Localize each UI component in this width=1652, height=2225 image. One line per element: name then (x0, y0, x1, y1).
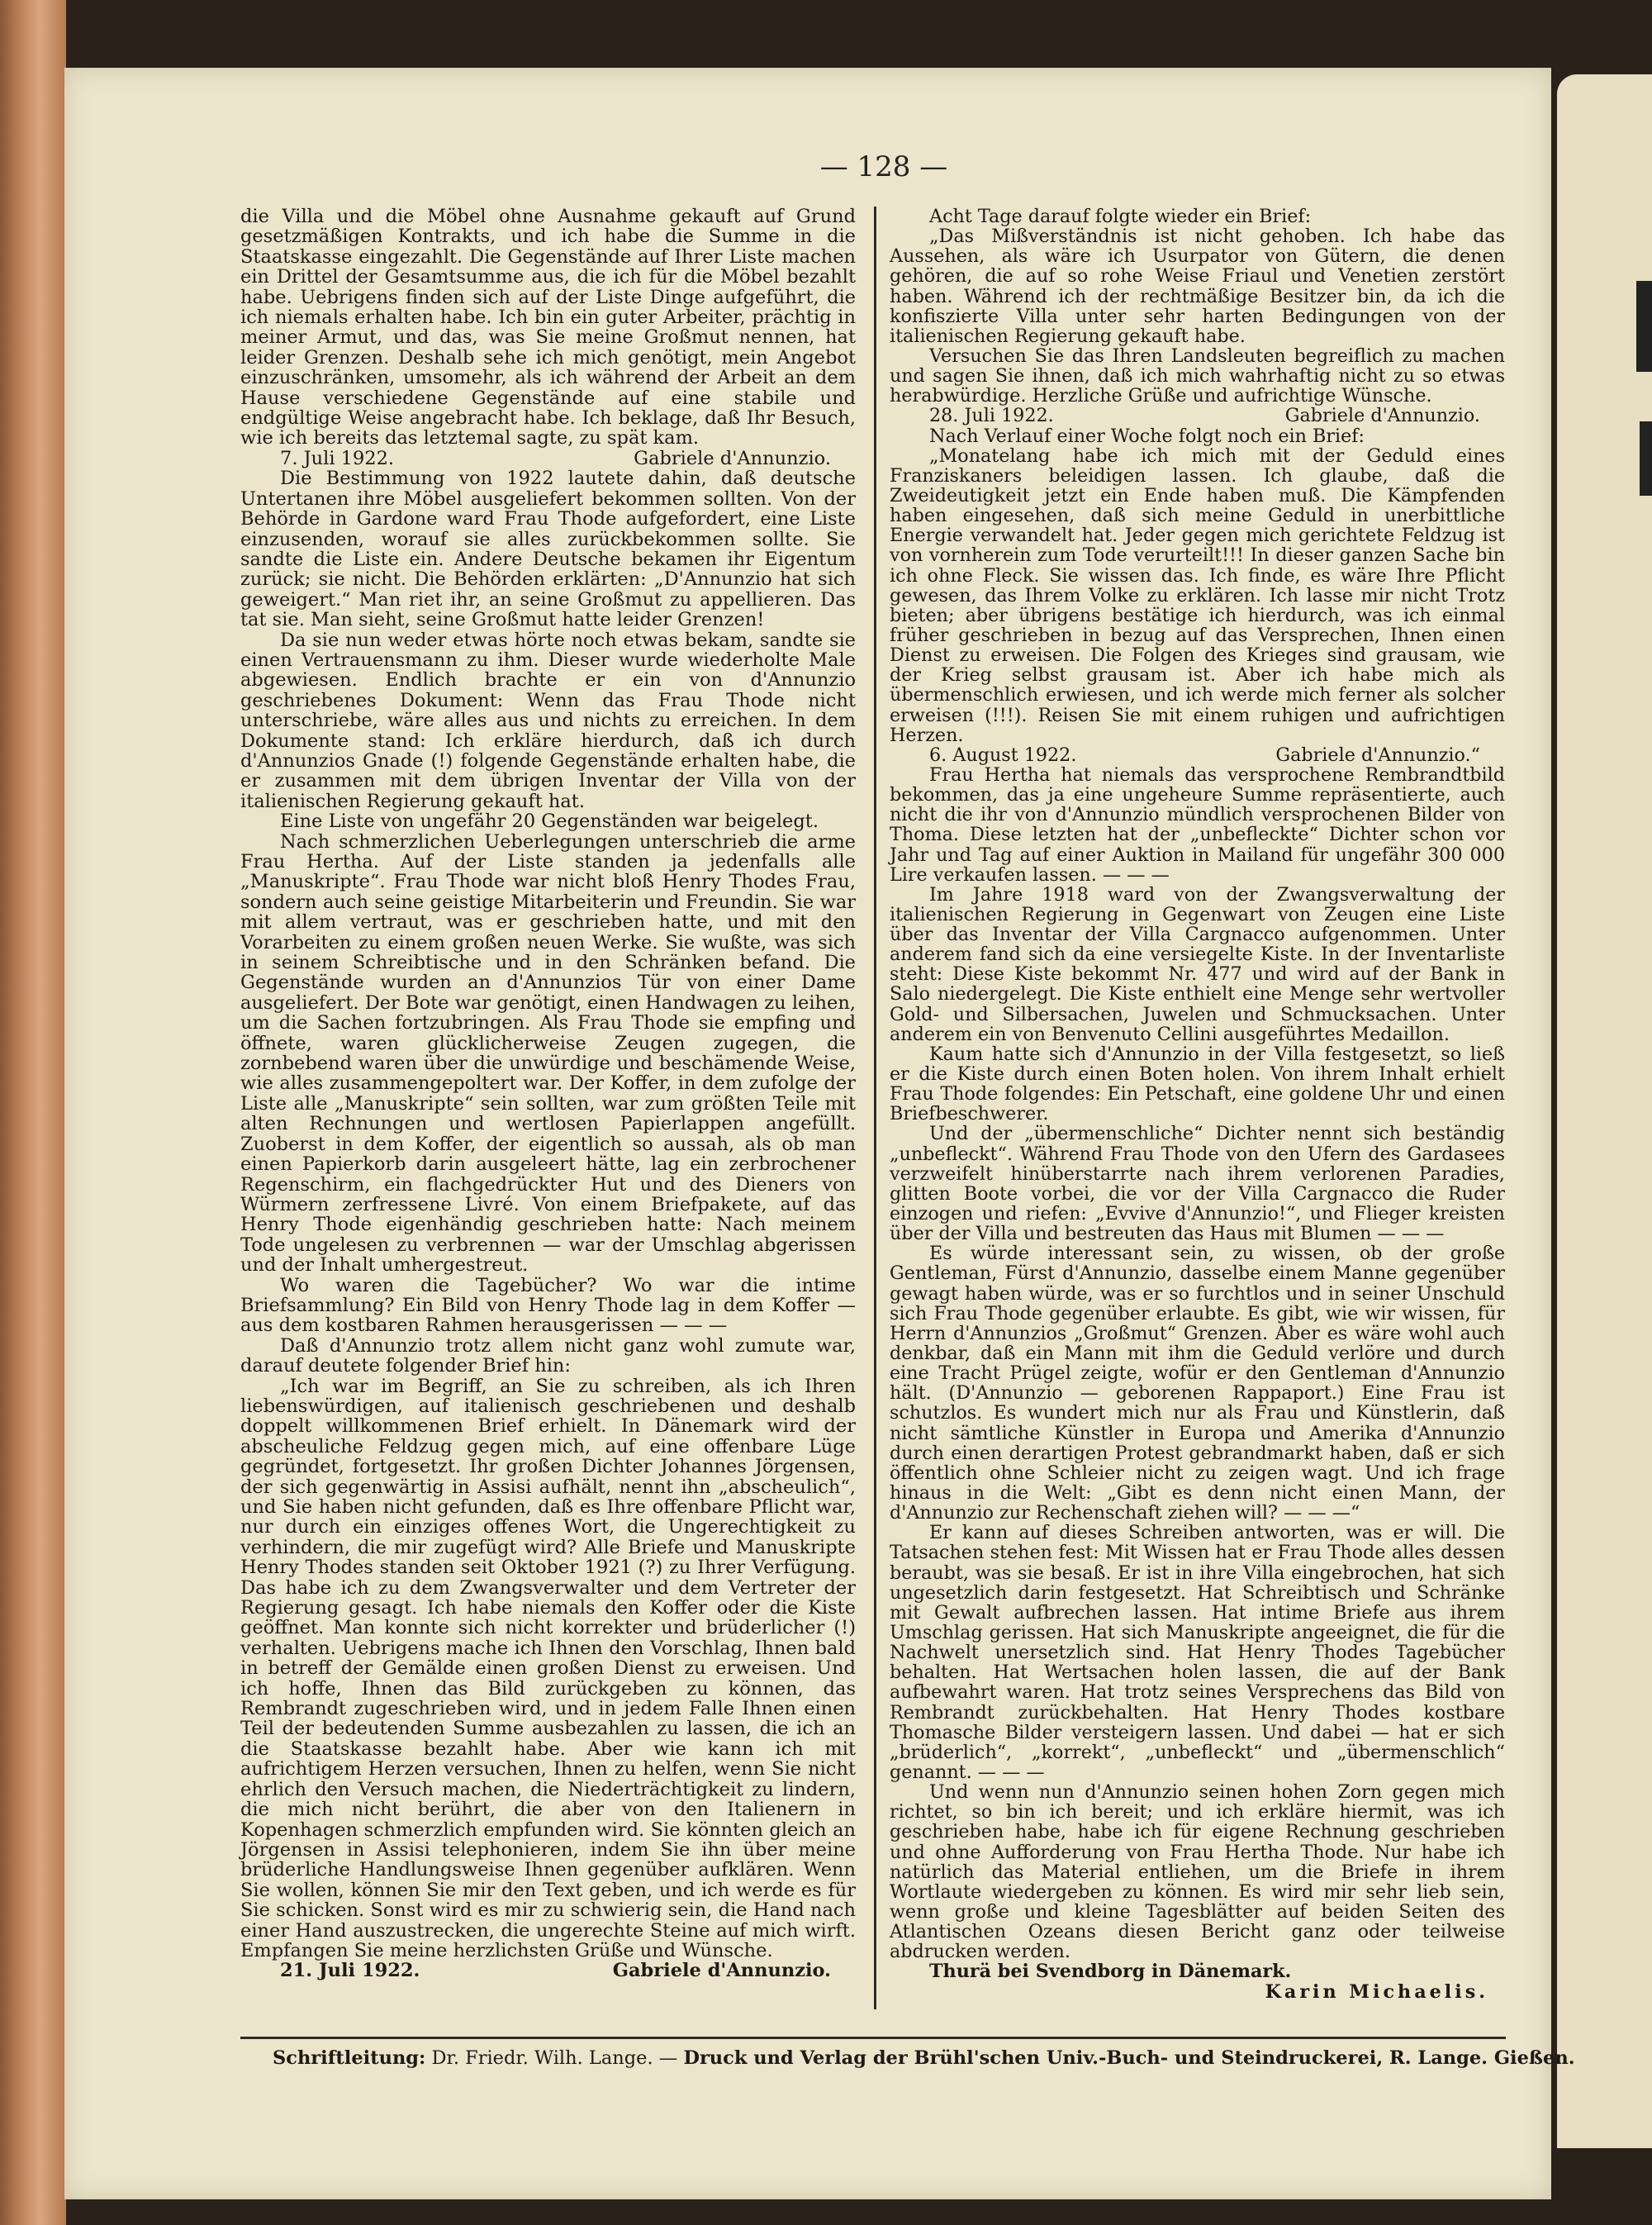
footer-printer: Druck und Verlag der Brühl'schen Univ.-Buch- und Steindruckerei, R. Lange. Gießen. (683, 2047, 1575, 2069)
page-number: — 128 — (819, 150, 948, 183)
letter-date: 7. Juli 1922. (280, 447, 395, 469)
paragraph: Daß d'Annunzio trotz allem nicht ganz wohl zumute war, darauf deutete folgender Brief hin: (240, 1334, 856, 1377)
paragraph: Wo waren die Tagebücher? Wo war die intime Briefsammlung? Ein Bild von Henry Thode lag in dem Koffer — aus dem kostbaren Rahmen herausgerissen — — — (240, 1274, 856, 1337)
left-column (240, 207, 856, 1981)
letter-signer: Gabriele d'Annunzio. (1284, 405, 1480, 427)
letter-signer: Gabriele d'Annunzio.“ (1275, 744, 1480, 766)
paragraph: Kaum hatte sich d'Annunzio in der Villa festgesetzt, so ließ er die Kiste durch einen Boten holen. Von ihrem Inhalt erhielt Frau Thode folgendes: Ein Petschaft, eine goldene Uhr und einen Briefbeschwerer. (890, 1043, 1505, 1125)
paragraph: Nach schmerzlichen Ueberlegungen unterschrieb die arme Frau Hertha. Auf der Liste standen ja jedenfalls alle „Manuskripte“. Frau Thode war nicht bloß Henry Thodes Frau, sondern auch seine geistige Mitarbeiterin und Freundin. Sie war mit allem vertraut, was er geschrieben hatte, und mit den Vorarbeiten zu einem großen neuen Werke. Sie wußte, was sich in seinem Schreibtische und in den Schränken befand. Die Gegenstände wurden an d'Annunzios Tür von einer Dame ausgeliefert. Der Bote war genötigt, einen Handwagen zu leihen, um die Sachen fortzubringen. Als Frau Thode sie empfing und öffnete, waren glücklicherweise Zeugen zugegen, die zornbebend waren über die unwürdige und beschämende Weise, wie alles zusammengepoltert war. Der Koffer, in dem zufolge der Liste alle „Manuskripte“ sein sollten, war zum größten Teile mit alten Rechnungen und wertlosen Papierlappen angefüllt. Zuoberst in dem Koffer, der eigentlich so aussah, als ob man einen Papierkorb darin ausgeleert hätte, lag ein zerbrochener Regenschirm, ein flachgedrückter Hut und des Dieners von Würmern zerfressene Livré. Von einem Briefpakete, auf das Henry Thode eigenhändig geschrieben hatte: Nach meinem Tode ungelesen zu verbrennen — war der Umschlag abgerissen und der Inhalt umhergestreut. (240, 830, 856, 1277)
footer-editor: Dr. Friedr. Wilh. Lange. — (425, 2047, 684, 2069)
column-divider (874, 207, 876, 2009)
paragraph: Nach Verlauf einer Woche folgt noch ein Brief: (929, 425, 1365, 447)
footer-imprint (273, 2047, 1575, 2069)
paragraph: Frau Hertha hat niemals das versprochene Rembrandtbild bekommen, das ja eine ungeheure Summe repräsentierte, auch nicht die ihr von d'Annunzio mündlich versprochenen Bilder von Thoma. Diese letzten hat der „unbefleckte“ Dichter schon vor Jahr und Tag auf einer Auktion in Mailand für ungefähr 300 000 Lire verkaufen lassen. — — — (890, 763, 1505, 886)
letter-signature (240, 449, 856, 468)
letter-date: 28. Juli 1922. (929, 405, 1054, 427)
paragraph: Es würde interessant sein, zu wissen, ob der große Gentleman, Fürst d'Annunzio, dasselbe einem Manne gegenüber gewagt haben würde, was er so furchtlos und in seiner Unschuld sich Frau Thode gegenüber erlaubte. Es gibt, wie wir wissen, für Herrn d'Annunzios „Großmut“ Grenzen. Aber es wäre wohl auch denkbar, daß ein Mann mit ihm die Geduld verlöre und durch eine Tracht Prügel zeigte, wofür er den Gentleman d'Annunzio hält. (D'Annunzio — geborenen Rappaport.) Eine Frau ist schutzlos. Es wundert mich nur als Frau und Künstlerin, daß nicht sämtliche Künstler in Europa und Amerika d'Annunzio durch einen derartigen Protest gebrandmarkt haben, daß er sich öffentlich ohne Schleier nicht zu zeigen wagt. Und ich frage hinaus in die Welt: „Gibt es denn nicht einen Mann, der d'Annunzio zur Rechenschaft ziehen will? — — —“ (890, 1243, 1505, 1524)
article-author: Karin Michaelis. (1265, 1980, 1488, 2003)
paragraph: Die Bestimmung von 1922 lautete dahin, daß deutsche Untertanen ihre Möbel ausgeliefert bekommen sollten. Von der Behörde in Gardone ward Frau Thode aufgefordert, eine Liste einzusenden, worauf sie alles zurückbekommen sollte. Sie sandte die Liste ein. Andere Deutsche bekamen ihr Eigentum zurück; sie nicht. Die Behörden erklärten: „D'Annunzio hat sich geweigert.“ Man riet ihr, an seine Großmut zu appellieren. Das tat sie. Man sieht, seine Großmut hatte leider Grenzen! (240, 468, 856, 631)
letter-signer: Gabriele d'Annunzio. (612, 1960, 831, 1982)
letter-signature (890, 745, 1505, 765)
adjacent-page-edge (1557, 74, 1652, 2148)
letter-signature (240, 1961, 856, 1980)
paragraph: „Ich war im Begriff, an Sie zu schreiben, als ich Ihren liebenswürdigen, auf italienisch geschriebenen und deshalb doppelt willkommenen Brief erhielt. In Dänemark wird der abscheuliche Feldzug gegen mich, auf eine offenbare Lüge gegründet, fortgesetzt. Ihr großen Dichter Johannes Jörgensen, der sich gegenwärtig in Assisi aufhält, nennt ihn „abscheulich“, und Sie haben nicht gefunden, daß es Ihre offenbare Pflicht war, nur durch ein einziges offenes Wort, die Ungerechtigkeit zu verhindern, die mir zugefügt wird? Alle Briefe und Manuskripte Henry Thodes standen seit Oktober 1921 (?) zu Ihrer Verfügung. Das habe ich zu dem Zwangsverwalter und dem Vertreter der Regierung gesagt. Ich habe niemals den Koffer oder die Kiste geöffnet. Man konnte sich nicht korrekter und brüderlicher (!) verhalten. Uebrigens mache ich Ihnen den Vorschlag, Ihnen bald in betreff der Gemälde einen großen Dienst zu erweisen. Und ich hoffe, Ihnen das Bild zurückgeben zu können, das Rembrandt zugeschrieben wird, und in jedem Falle Ihnen einen Teil der bedeutenden Summe ausbezahlen zu lassen, die ich an die Staatskasse bezahlt habe. Aber wie kann ich mit aufrichtigem Herzen versuchen, Ihnen zu helfen, wenn Sie nicht ehrlich den Versuch machen, die Niederträchtigkeit zu lindern, die mich nicht berührt, die aber von den Italienern in Kopenhagen schmerzlich empfunden wird. Sie könnten gleich an Jörgensen in Assisi telephonieren, indem Sie ihn über meine brüderliche Handlungsweise Ihnen gegenüber aufklären. Wenn Sie wollen, können Sie mir den Text geben, und ich werde es für Sie schicken. Sonst wird es mir zu schwierig sein, die Hand nach einer Hand auszustrecken, die ungerechte Steine auf mich wirft. Empfangen Sie meine herzlichsten Grüße und Wünsche. (240, 1375, 856, 1961)
paragraph: die Villa und die Möbel ohne Ausnahme gekauft auf Grund gesetzmäßigen Kontrakts, und ich habe die Summe in die Staatskasse eingezahlt. Die Gegenstände auf Ihrer Liste machen ein Drittel der Gesamtsumme aus, die ich für die Möbel bezahlt habe. Uebrigens finden sich auf der Liste Dinge aufgeführt, die ich niemals erhalten habe. Ich bin ein guter Arbeiter, prächtig in meiner Armut, und das, was Sie meine Großmut nennen, hat leider Grenzen. Deshalb sehe ich mich genötigt, mein Angebot einzuschränken, umsomehr, als ich während der Arbeit an dem Hause verschiedene Gegenstände auf eine stabile und endgültige Weise angebracht habe. Ich beklage, daß Ihr Besuch, wie ich bereits das letztemal sagte, zu spät kam. (240, 206, 856, 449)
book-spine-edge (0, 0, 66, 2225)
paragraph: Und wenn nun d'Annunzio seinen hohen Zorn gegen mich richtet, so bin ich bereit; und ich erkläre hiermit, was ich geschrieben habe, habe ich für eigene Rechnung geschrieben und ohne Aufforderung von Frau Hertha Thode. Nur habe ich natürlich das Material entliehen, um die Briefe in ihrem Wortlaute wiedergeben zu können. Es wird mir sehr lieb sein, wenn große und kleine Tagesblätter auf beiden Seiten des Atlantischen Ozeans diesen Bericht ganz oder teilweise abdrucken werden. (890, 1781, 1505, 1963)
dateline-location: Thurä bei Svendborg in Dänemark. (929, 1961, 1292, 1983)
paragraph: Im Jahre 1918 ward von der Zwangsverwaltung der italienischen Regierung in Gegenwart von Zeugen eine Liste über das Inventar der Villa Cargnacco aufgenommen. Unter anderem fand sich da eine versiegelte Kiste. In der Inventarliste steht: Diese Kiste bekommt Nr. 477 und wird auf der Bank in Salo niedergelegt. Die Kiste enthielt eine Menge sehr wertvoller Gold- und Silbersachen, Juwelen und Schmucksachen. Unter anderem ein von Benvenuto Cellini ausgeführtes Medaillon. (890, 883, 1505, 1045)
letter-signature (890, 406, 1505, 426)
paragraph: „Monatelang habe ich mich mit der Geduld eines Franziskaners beleidigen lassen. Ich glaube, daß die Zweideutigkeit jetzt ein Ende haben muß. Die Kämpfenden haben eingesehen, daß sich meine Geduld in unerbittliche Energie verwandelt hat. Jeder gegen mich gerichtete Feldzug ist von vornherein zum Tode verurteilt!!! In dieser ganzen Sache bin ich ohne Fleck. Sie wissen das. Ich finde, es wäre Ihre Pflicht gewesen, das Ihrem Volke zu erklären. Ich lasse mir nicht Trotz bieten; aber übrigens bestätige ich hierdurch, was ich einmal früher geschrieben in bezug auf das Versprechen, Ihnen einen Dienst zu erweisen. Die Folgen des Krieges sind grausam, wie der Krieg selbst grausam ist. Aber ich habe mich als übermenschlich erwiesen, und ich werde mich ferner als solcher erweisen (!!!). Reisen Sie mit einem ruhigen und aufrichtigen Herzen. (890, 445, 1505, 746)
adjacent-page-fragment (1636, 281, 1652, 372)
paragraph: Eine Liste von ungefähr 20 Gegenständen war beigelegt. (280, 811, 819, 833)
paragraph: Und der „übermenschliche“ Dichter nennt sich beständig „unbefleckt“. Während Frau Thode von den Ufern des Gardasees verzweifelt hinüberstarrte nach ihrem verlorenen Paradies, glitten Boote vorbei, die vor der Villa Cargnacco die Ruder einzogen und riefen: „Evvive d'Annunzio!“, und Flieger kreisten über der Villa und bestreuten das Haus mit Blumen — — — (890, 1123, 1505, 1245)
adjacent-page-fragment (1640, 421, 1652, 496)
paragraph: Versuchen Sie das Ihren Landsleuten begreiflich zu machen und sagen Sie ihnen, daß ich mich wahrhaftig nicht zu so etwas herabwürdige. Herzliche Grüße und aufrichtige Wünsche. (890, 345, 1505, 407)
paragraph: Da sie nun weder etwas hörte noch etwas bekam, sandte sie einen Vertrauensmann zu ihm. Dieser wurde wiederholte Male abgewiesen. Endlich brachte er ein von d'Annunzio geschriebenes Dokument: Wenn das Frau Thode nicht unterschriebe, wäre alles aus und nichts zu erreichen. In dem Dokumente stand: Ich erkläre hierdurch, daß ich durch d'Annunzios Gnade (!) folgende Gegenstände erhalten habe, die er zusammen mit dem übrigen Inventar der Villa von der italienischen Regierung gekauft hat. (240, 629, 856, 812)
paragraph: „Das Mißverständnis ist nicht gehoben. Ich habe das Aussehen, als wäre ich Usurpator von Gütern, die denen gehören, die auf so rohe Weise Friaul und Venetien zerstört haben. Während ich der rechtmäßige Besitzer bin, da ich die konfiszierte Villa unter sehr harten Bedingungen von der italienischen Regierung gekauft habe. (890, 226, 1505, 347)
letter-date: 6. August 1922. (929, 744, 1077, 766)
letter-signer: Gabriele d'Annunzio. (634, 447, 831, 469)
right-column (890, 207, 1505, 2002)
footer-rule (240, 2037, 1506, 2039)
paragraph: Acht Tage darauf folgte wieder ein Brief: (929, 206, 1312, 227)
letter-date: 21. Juli 1922. (280, 1960, 420, 1982)
footer-label: Schriftleitung: (273, 2047, 426, 2069)
paragraph: Er kann auf dieses Schreiben antworten, was er will. Die Tatsachen stehen fest: Mit Wissen hat er Frau Thode alles dessen beraubt, was sie besaß. Er ist in ihre Villa eingebrochen, hat sich ungesetzlich darin festgesetzt. Hat Schreibtisch und Schränke mit Gewalt aufbrechen lassen. Hat intime Briefe aus ihrem Umschlag gerissen. Hat sich Manuskripte angeeignet, die für die Nachwelt unersetzlich sind. Hat Henry Thodes Tagebücher behalten. Hat Wertsachen holen lassen, die auf der Bank aufbewahrt waren. Hat trotz seines Versprechens das Bild von Rembrandt zurückbehalten. Hat Henry Thodes kostbare Thomasche Bilder versteigern lassen. Und dabei — hat er sich „brüderlich“, „korrekt“, „unbefleckt“ und „übermenschlich“ genannt. — — — (890, 1522, 1505, 1783)
